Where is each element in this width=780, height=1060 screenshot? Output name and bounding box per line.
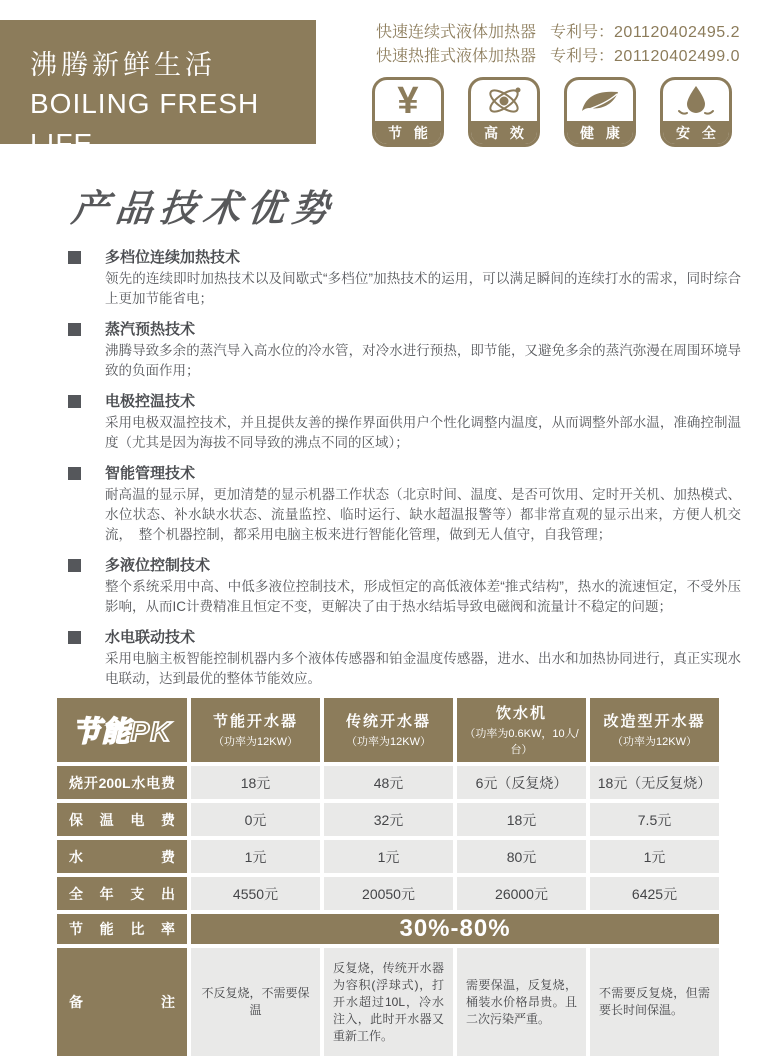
brand-title-cn: 沸腾新鲜生活 xyxy=(30,50,216,80)
table-cell: 1元 xyxy=(191,840,320,873)
section-water-electric-linkage xyxy=(68,628,744,689)
section-body: 耐高温的显示屏，更加清楚的显示机器工作状态（北京时间、温度、是否可饮用、定时开关机、加热模式、水位状态、补水缺水状态、流量监控、临时运行、缺水超温报警等）都非常直观的显示出来，方便人机交流， 整个机器控制，都采用电脑主板来进行智能化管理，做到无人值守，自我管理； xyxy=(105,487,741,542)
section-body: 采用电脑主板智能控制机器内多个液体传感器和铂金温度传感器，进水、出水和加热协同进行，真正实现水电联动，达到最优的整体节能效应。 xyxy=(105,651,741,686)
patent-line-2 xyxy=(376,45,740,69)
bullet-square-icon xyxy=(68,631,81,644)
table-cell: 1元 xyxy=(324,840,453,873)
badge-health xyxy=(564,77,636,147)
page-title: 产品技术优势 xyxy=(69,188,338,229)
patent-product: 快速热推式液体加热器 xyxy=(376,48,537,65)
table-cell: 7.5元 xyxy=(590,803,719,836)
brand-banner xyxy=(0,20,316,159)
patent-number-group xyxy=(550,45,740,69)
table-cell: 80元 xyxy=(457,840,586,873)
section-body: 领先的连续即时加热技术以及间歇式“多档位”加热技术的运用，可以满足瞬间的连续打水的需求，同时综合上更加节能省电； xyxy=(105,271,741,306)
patent-label: 专利号： xyxy=(550,48,615,65)
section-body: 沸腾导致多余的蒸汽导入高水位的冷水管，对冷水进行预热，即节能，又避免多余的蒸汽弥漫在周围环境导致的负面作用； xyxy=(105,343,741,378)
section-body: 采用电极双温控技术，并且提供友善的操作界面供用户个性化调整内温度，从而调整外部水温，准确控制温度（尤其是因为海拔不同导致的沸点不同的区域）； xyxy=(105,415,741,450)
patent-label: 专利号： xyxy=(550,24,615,41)
badge-safety xyxy=(660,77,732,147)
atom-icon xyxy=(471,80,537,121)
table-row xyxy=(57,803,719,836)
section-smart-management xyxy=(68,464,744,545)
badge-energy-saving xyxy=(372,77,444,147)
column-header-water-dispenser: 饮水机 （功率为0.6KW，10人/台） xyxy=(457,698,586,762)
row-label-boil-cost: 烧开200L水电费 xyxy=(57,766,187,799)
table-cell: 26000元 xyxy=(457,877,586,910)
table-cell: 6元（反复烧） xyxy=(457,766,586,799)
section-title: 多液位控制技术 xyxy=(105,557,211,574)
patent-number: 201120402495.2 xyxy=(614,24,740,41)
table-cell: 18元 xyxy=(191,766,320,799)
section-body: 整个系统采用中高、中低多液位控制技术，形成恒定的高低液体差“推式结构”，热水的流速恒定，不受外压影响，从而IC计费精准且恒定不变，更解决了由于热水结垢导致电磁阀和流量计不稳定的问题； xyxy=(105,579,741,614)
brand-title-en: BOILING FRESH LIFE xyxy=(30,88,260,159)
section-title: 蒸汽预热技术 xyxy=(105,321,196,338)
energy-saving-comparison-table xyxy=(53,694,723,1060)
patent-list xyxy=(376,21,740,69)
note-cell: 需要保温，反复烧，桶装水价格昂贵。且二次污染严重。 xyxy=(457,948,586,1056)
column-header-energy-saving-boiler: 节能开水器 （功率为12KW） xyxy=(191,698,320,762)
table-row xyxy=(57,877,719,910)
row-label-annual-expense: 全 年 支 出 xyxy=(57,877,187,910)
table-row xyxy=(57,766,719,799)
feature-badges xyxy=(372,77,732,147)
row-label-water-cost: 水 费 xyxy=(57,840,187,873)
section-multi-level-control xyxy=(68,556,744,617)
leaf-icon xyxy=(567,80,633,121)
table-cell: 18元（无反复烧） xyxy=(590,766,719,799)
table-cell: 4550元 xyxy=(191,877,320,910)
row-label-remarks: 备 注 xyxy=(57,948,187,1056)
note-cell: 反复烧，传统开水器为容积(浮球式)，打开水超过10L，冷水注入，此时开水器又重新工作。 xyxy=(324,948,453,1056)
note-cell: 不需要反复烧，但需要长时间保温。 xyxy=(590,948,719,1056)
bullet-square-icon xyxy=(68,323,81,336)
table-corner-title: 节能PK xyxy=(57,698,187,762)
section-multi-gear-heating xyxy=(68,248,744,309)
bullet-square-icon xyxy=(68,395,81,408)
section-steam-preheat xyxy=(68,320,744,381)
section-title: 多档位连续加热技术 xyxy=(105,249,241,266)
note-cell: 不反复烧，不需要保温 xyxy=(191,948,320,1056)
table-row xyxy=(57,840,719,873)
column-header-modified-boiler: 改造型开水器 （功率为12KW） xyxy=(590,698,719,762)
patent-line-1 xyxy=(376,21,740,45)
water-drop-icon xyxy=(663,80,729,121)
technology-sections xyxy=(68,248,744,700)
table-cell: 48元 xyxy=(324,766,453,799)
bullet-square-icon xyxy=(68,559,81,572)
table-cell: 20050元 xyxy=(324,877,453,910)
row-label-insulation-cost: 保 温 电 费 xyxy=(57,803,187,836)
section-electrode-temp-control xyxy=(68,392,744,453)
table-cell: 32元 xyxy=(324,803,453,836)
table-ratio-row xyxy=(57,914,719,944)
yuan-icon: ¥ xyxy=(397,79,419,122)
patent-number: 201120402499.0 xyxy=(614,48,740,65)
table-cell: 0元 xyxy=(191,803,320,836)
saving-ratio-value: 30%-80% xyxy=(191,914,719,944)
section-title: 智能管理技术 xyxy=(105,465,196,482)
column-header-traditional-boiler: 传统开水器 （功率为12KW） xyxy=(324,698,453,762)
section-title: 电极控温技术 xyxy=(105,393,196,410)
table-header-row xyxy=(57,698,719,762)
table-cell: 6425元 xyxy=(590,877,719,910)
patent-number-group xyxy=(550,21,740,45)
patent-product: 快速连续式液体加热器 xyxy=(376,24,537,41)
table-cell: 1元 xyxy=(590,840,719,873)
row-label-saving-ratio: 节 能 比 率 xyxy=(57,914,187,944)
badge-label: 健 康 xyxy=(567,121,633,144)
table-notes-row xyxy=(57,948,719,1056)
badge-label: 高 效 xyxy=(471,121,537,144)
badge-label: 安 全 xyxy=(663,121,729,144)
bullet-square-icon xyxy=(68,251,81,264)
table-cell: 18元 xyxy=(457,803,586,836)
section-title: 水电联动技术 xyxy=(105,629,196,646)
badge-label: 节 能 xyxy=(375,121,441,144)
badge-high-efficiency xyxy=(468,77,540,147)
bullet-square-icon xyxy=(68,467,81,480)
